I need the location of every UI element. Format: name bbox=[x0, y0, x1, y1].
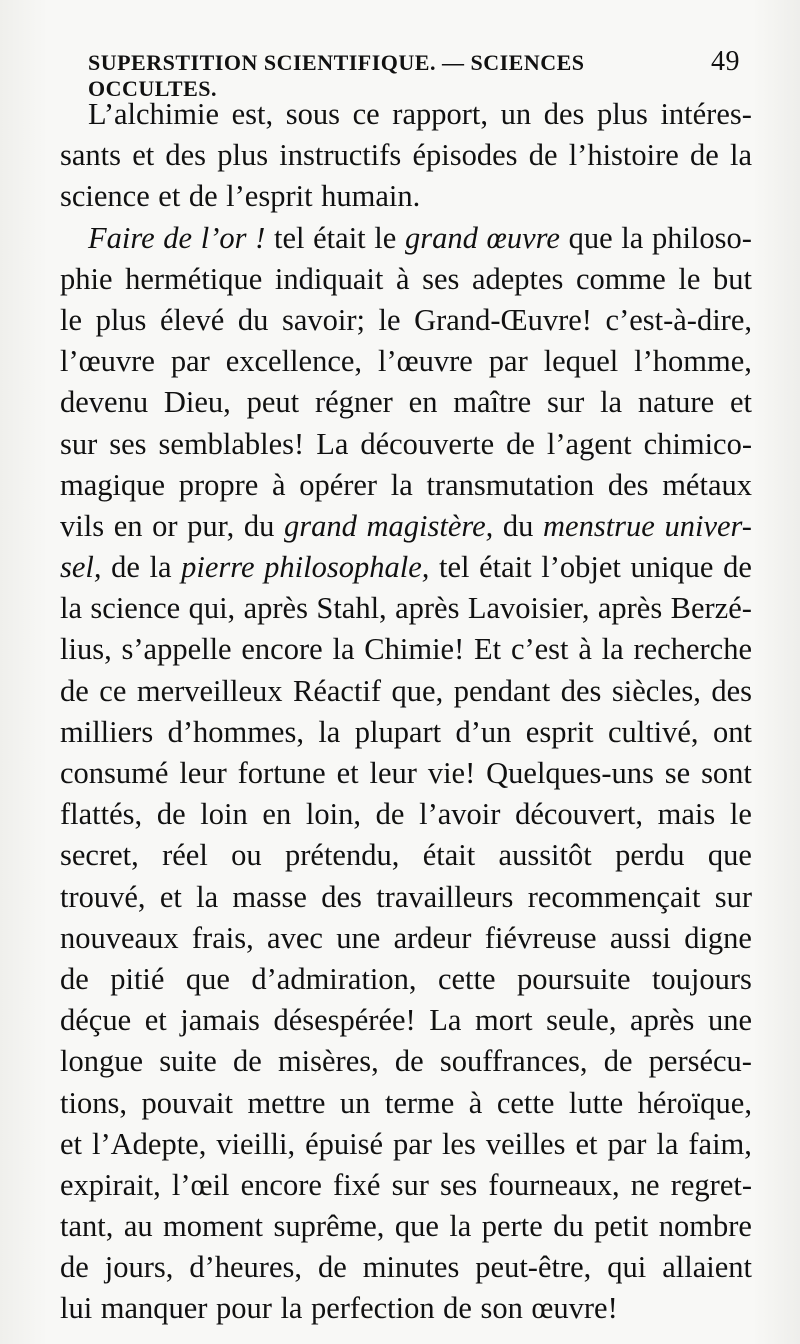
word: des bbox=[165, 138, 207, 173]
word: d’hommes, bbox=[167, 714, 304, 749]
word: la bbox=[149, 550, 172, 585]
word: le bbox=[378, 302, 401, 337]
word: par bbox=[488, 344, 528, 379]
running-title: SUPERSTITION SCIENTIFIQUE. — SCIENCES OCCULTES. bbox=[88, 50, 585, 101]
text-line bbox=[60, 547, 752, 588]
word: encore bbox=[240, 1167, 322, 1202]
word: lius, bbox=[60, 632, 112, 667]
word: de bbox=[317, 1250, 347, 1285]
word: masse bbox=[232, 879, 307, 914]
word: la bbox=[332, 632, 355, 667]
word: but bbox=[713, 261, 752, 296]
word: phie bbox=[60, 261, 113, 296]
word: ses bbox=[440, 1167, 478, 1202]
word: comme bbox=[576, 261, 666, 296]
text-line bbox=[60, 341, 752, 382]
word: plus bbox=[596, 97, 648, 131]
word: en bbox=[262, 797, 292, 832]
word: peut bbox=[246, 385, 300, 420]
word: à bbox=[395, 261, 410, 296]
word: plus bbox=[95, 302, 147, 337]
word: l’œil bbox=[171, 1167, 230, 1202]
word: des bbox=[543, 97, 585, 131]
word: des bbox=[560, 673, 602, 708]
word: ce bbox=[99, 673, 127, 708]
word: après bbox=[630, 1003, 695, 1038]
word: la bbox=[656, 1126, 679, 1161]
word: ont bbox=[712, 714, 752, 749]
word: le bbox=[729, 797, 752, 832]
word: Lavoisier, bbox=[467, 591, 590, 626]
word: et bbox=[158, 179, 181, 214]
text-line bbox=[60, 1000, 752, 1041]
word: ses bbox=[422, 261, 460, 296]
word: sur bbox=[60, 426, 98, 461]
word: semblables! bbox=[158, 426, 305, 461]
word: de bbox=[690, 138, 719, 173]
word: de bbox=[156, 797, 186, 832]
text-line bbox=[60, 1083, 752, 1124]
word: la bbox=[621, 220, 644, 255]
word: par bbox=[170, 344, 210, 379]
word: de bbox=[163, 220, 193, 255]
text-line bbox=[60, 1247, 752, 1288]
text-line bbox=[60, 629, 752, 670]
word: nature bbox=[637, 385, 715, 420]
word: s’appelle bbox=[121, 632, 232, 667]
word: toujours bbox=[651, 961, 752, 996]
word: la bbox=[601, 632, 624, 667]
word: misères, bbox=[277, 1044, 379, 1079]
word: qui, bbox=[188, 591, 236, 626]
word: était bbox=[422, 838, 476, 873]
word: et bbox=[159, 879, 182, 914]
word: par bbox=[607, 1126, 647, 1161]
text-line bbox=[60, 671, 752, 712]
word: par bbox=[393, 1126, 432, 1161]
word: épuisé bbox=[305, 1126, 384, 1161]
word: jamais bbox=[180, 1003, 260, 1038]
word: régner bbox=[314, 385, 393, 420]
word: le bbox=[678, 261, 701, 296]
word: mettre bbox=[247, 1085, 326, 1120]
word: qui bbox=[607, 1250, 647, 1285]
word: l’or bbox=[200, 220, 247, 255]
word: La bbox=[429, 1003, 462, 1038]
word: frais, bbox=[191, 920, 254, 955]
word: flattés, bbox=[60, 797, 143, 832]
word: de bbox=[723, 550, 752, 585]
word: métaux bbox=[662, 467, 752, 502]
word: esprit bbox=[525, 714, 594, 749]
word: terme bbox=[384, 1085, 455, 1120]
text-line bbox=[60, 135, 752, 176]
word: de bbox=[528, 138, 558, 173]
word: grand bbox=[283, 508, 357, 543]
word: découvert, bbox=[515, 797, 643, 832]
word: excellence, bbox=[225, 344, 363, 379]
word: déçue bbox=[60, 1003, 132, 1038]
word: faim, bbox=[688, 1126, 752, 1161]
word: de bbox=[375, 797, 405, 832]
word: et bbox=[144, 1003, 167, 1038]
word: adeptes bbox=[471, 261, 564, 296]
word: humain. bbox=[321, 179, 421, 214]
word: instructifs bbox=[279, 138, 402, 173]
word: mort bbox=[475, 1003, 533, 1038]
word: moment bbox=[163, 1209, 264, 1244]
word: du bbox=[243, 508, 275, 543]
word: longue bbox=[60, 1044, 144, 1079]
word: la bbox=[449, 1209, 472, 1244]
word: Stahl, bbox=[316, 591, 387, 626]
word: expirait, bbox=[60, 1167, 161, 1202]
word: lui bbox=[60, 1291, 93, 1326]
word: sur bbox=[391, 1167, 429, 1202]
word: de bbox=[394, 1044, 424, 1079]
word: après bbox=[395, 591, 460, 626]
body-text bbox=[60, 94, 752, 1330]
word: que bbox=[568, 220, 613, 255]
word: un bbox=[339, 1085, 371, 1120]
word: ce bbox=[352, 97, 380, 131]
word: réel bbox=[162, 838, 208, 873]
word: fourneaux, bbox=[488, 1167, 620, 1202]
word: milliers bbox=[60, 714, 154, 749]
word: suprême, bbox=[273, 1209, 385, 1244]
word: propre bbox=[178, 467, 259, 502]
word: après bbox=[597, 591, 663, 626]
word: au bbox=[123, 1209, 153, 1244]
word: des bbox=[321, 879, 362, 914]
word: une bbox=[707, 1003, 752, 1038]
word: d’un bbox=[455, 714, 512, 749]
word: manquer bbox=[100, 1291, 208, 1326]
word: pouvait bbox=[141, 1085, 233, 1120]
word: intéres- bbox=[660, 97, 752, 131]
word: persécu- bbox=[648, 1044, 752, 1079]
word: Réactif bbox=[293, 673, 382, 708]
word: l’œuvre bbox=[377, 344, 473, 379]
word: épisodes bbox=[412, 138, 518, 173]
text-line bbox=[60, 794, 752, 835]
text-line bbox=[60, 959, 752, 1000]
word: d’heures, bbox=[189, 1250, 302, 1285]
word: aussi bbox=[609, 920, 671, 955]
text-line bbox=[60, 176, 752, 217]
word: loin bbox=[200, 797, 248, 832]
word: pur, bbox=[187, 508, 235, 543]
word: indiquait bbox=[274, 261, 384, 296]
word: ses bbox=[109, 426, 147, 461]
word: et bbox=[336, 756, 359, 790]
word: tel bbox=[273, 220, 305, 255]
word: consumé bbox=[60, 756, 169, 790]
word: plupart bbox=[354, 714, 442, 749]
word: ou bbox=[231, 838, 262, 873]
word: de bbox=[60, 1250, 89, 1285]
word: L’alchimie bbox=[88, 97, 219, 131]
word: son bbox=[480, 1291, 523, 1326]
word: est, bbox=[231, 97, 274, 131]
word: philoso- bbox=[651, 220, 752, 255]
word: de bbox=[506, 426, 535, 461]
word: tant, bbox=[60, 1209, 114, 1244]
word: désespérée! bbox=[273, 1003, 416, 1038]
word: sants bbox=[60, 138, 121, 173]
word: avec bbox=[267, 920, 323, 955]
text-line bbox=[60, 506, 752, 547]
word: des bbox=[711, 673, 752, 708]
word: plus bbox=[217, 138, 269, 173]
word: que bbox=[394, 1209, 439, 1244]
word: savoir; bbox=[281, 302, 365, 337]
word: que bbox=[707, 838, 752, 873]
word: de bbox=[60, 961, 89, 996]
word: Chimie! bbox=[364, 632, 465, 667]
word: l’œuvre bbox=[60, 344, 155, 379]
word: sur bbox=[546, 385, 585, 420]
word: Dieu, bbox=[163, 385, 231, 420]
text-line bbox=[60, 1288, 752, 1329]
text-line bbox=[60, 753, 752, 794]
word: et bbox=[132, 138, 155, 173]
text-line bbox=[60, 712, 752, 753]
word: allaient bbox=[662, 1250, 752, 1285]
word: minutes bbox=[362, 1250, 460, 1285]
word: la bbox=[196, 879, 219, 914]
word: était bbox=[313, 220, 366, 255]
word: sur bbox=[714, 879, 752, 914]
word: de bbox=[188, 179, 218, 214]
word: perfection bbox=[310, 1291, 435, 1326]
word: chimico- bbox=[643, 426, 752, 461]
word: que, bbox=[391, 673, 444, 708]
word: pendant bbox=[453, 673, 551, 708]
word: loin, bbox=[305, 797, 361, 832]
word: de bbox=[232, 1044, 262, 1079]
word: Quelques-uns bbox=[486, 756, 654, 790]
word: nombre bbox=[658, 1209, 752, 1244]
word: était bbox=[479, 550, 532, 585]
word: du bbox=[502, 508, 534, 543]
word: d’admiration, bbox=[251, 961, 417, 996]
word: l’avoir bbox=[419, 797, 501, 832]
word: le bbox=[374, 220, 397, 255]
word: des bbox=[607, 467, 649, 502]
word: transmutation bbox=[426, 467, 595, 502]
word: de bbox=[443, 1291, 472, 1326]
word: recommençait bbox=[527, 879, 701, 914]
word: prétendu, bbox=[285, 838, 400, 873]
word: la bbox=[729, 138, 752, 173]
word: seule, bbox=[546, 1003, 617, 1038]
word: perdu bbox=[615, 838, 685, 873]
word: c’est-à-dire, bbox=[605, 302, 752, 337]
word: en bbox=[408, 385, 438, 420]
word: rapport, bbox=[392, 97, 488, 131]
text-line bbox=[60, 424, 752, 465]
word: science bbox=[60, 179, 150, 214]
word: le bbox=[60, 302, 83, 337]
word: mais bbox=[657, 797, 716, 832]
text-line bbox=[60, 1041, 752, 1082]
word: ne bbox=[630, 1167, 660, 1202]
word: fortune bbox=[237, 756, 326, 790]
word: pour bbox=[215, 1291, 272, 1326]
word: la bbox=[390, 467, 413, 502]
text-line bbox=[60, 835, 752, 876]
text-line bbox=[60, 94, 752, 135]
word: fixé bbox=[333, 1167, 381, 1202]
word: opérer bbox=[299, 467, 378, 502]
word: grand bbox=[404, 220, 478, 255]
word: l’histoire bbox=[568, 138, 679, 173]
word: vie! bbox=[427, 756, 476, 790]
word: recherche bbox=[633, 632, 752, 667]
text-line bbox=[60, 1165, 752, 1206]
word: sous bbox=[285, 97, 340, 131]
word: à bbox=[271, 467, 286, 502]
word: leur bbox=[179, 756, 227, 790]
word: travailleurs bbox=[376, 879, 514, 914]
word: de bbox=[603, 1044, 633, 1079]
word: univer- bbox=[664, 508, 752, 543]
word: en bbox=[113, 508, 143, 543]
word: maître bbox=[453, 385, 532, 420]
word: les bbox=[441, 1126, 476, 1161]
text-line bbox=[60, 218, 752, 259]
word: poursuite bbox=[516, 961, 631, 996]
text-line bbox=[60, 588, 752, 629]
word: une bbox=[336, 920, 381, 955]
word: magique bbox=[60, 467, 166, 502]
running-head bbox=[88, 46, 740, 101]
word: œuvre! bbox=[531, 1291, 618, 1326]
word: digne bbox=[684, 920, 752, 955]
word: l’objet bbox=[541, 550, 621, 585]
word: l’homme, bbox=[634, 344, 752, 379]
word: jours, bbox=[104, 1250, 174, 1285]
word: devenu bbox=[60, 385, 149, 420]
word: Faire bbox=[88, 220, 155, 255]
word: nouveaux bbox=[60, 920, 179, 955]
word: se bbox=[664, 756, 691, 790]
word: la bbox=[60, 591, 83, 626]
word: tions, bbox=[60, 1085, 127, 1120]
word: fiévreuse bbox=[484, 920, 597, 955]
word: du bbox=[553, 1209, 584, 1244]
word: sont bbox=[701, 756, 752, 790]
word: du bbox=[237, 302, 269, 337]
word: petit bbox=[594, 1209, 649, 1244]
word: souffrances, bbox=[439, 1044, 588, 1079]
word: Berzé- bbox=[670, 591, 752, 626]
word: héroïque, bbox=[637, 1085, 752, 1120]
word: magistère, bbox=[366, 508, 494, 543]
word: pitié bbox=[110, 961, 165, 996]
word: que bbox=[185, 961, 230, 996]
page-number: 49 bbox=[711, 46, 740, 77]
text-line bbox=[60, 465, 752, 506]
word: perte bbox=[481, 1209, 543, 1244]
word: veilles bbox=[485, 1126, 566, 1161]
word: lutte bbox=[568, 1085, 624, 1120]
word: cette bbox=[437, 961, 496, 996]
word: c’est bbox=[510, 632, 569, 667]
word: lequel bbox=[543, 344, 619, 379]
word: la bbox=[600, 385, 623, 420]
word: à bbox=[578, 632, 592, 667]
word: de bbox=[60, 673, 89, 708]
text-line bbox=[60, 1206, 752, 1247]
word: élevé bbox=[159, 302, 225, 337]
word: hermétique bbox=[125, 261, 263, 296]
word: Et bbox=[474, 632, 502, 667]
word: cette bbox=[496, 1085, 555, 1120]
word: vieilli, bbox=[216, 1126, 296, 1161]
word: aussitôt bbox=[498, 838, 592, 873]
text-line bbox=[60, 382, 752, 423]
word: Grand-Œuvre! bbox=[414, 302, 592, 337]
word: l’agent bbox=[546, 426, 632, 461]
word: la bbox=[318, 714, 341, 749]
word: et bbox=[60, 1126, 83, 1161]
word: sel, bbox=[60, 550, 102, 585]
word: un bbox=[500, 97, 532, 131]
text-line bbox=[60, 918, 752, 959]
word: siècles, bbox=[611, 673, 701, 708]
text-line bbox=[60, 300, 752, 341]
word: l’esprit bbox=[226, 179, 313, 214]
word: philosophale, bbox=[264, 550, 430, 585]
word: vils bbox=[60, 508, 105, 543]
word: découverte bbox=[360, 426, 495, 461]
word: et bbox=[575, 1126, 598, 1161]
word: leur bbox=[369, 756, 417, 790]
word: et bbox=[729, 385, 752, 420]
word: l’Adepte, bbox=[92, 1126, 207, 1161]
word: secret, bbox=[60, 838, 139, 873]
word: or bbox=[152, 508, 178, 543]
word: menstrue bbox=[543, 508, 655, 543]
word: peut-être, bbox=[475, 1250, 592, 1285]
word: encore bbox=[241, 632, 323, 667]
text-line bbox=[60, 877, 752, 918]
word: science bbox=[90, 591, 181, 626]
word: merveilleux bbox=[136, 673, 283, 708]
word: unique bbox=[630, 550, 714, 585]
word: suite bbox=[159, 1044, 217, 1079]
word: cultivé, bbox=[607, 714, 699, 749]
text-line bbox=[60, 1124, 752, 1165]
word: La bbox=[316, 426, 349, 461]
word: à bbox=[468, 1085, 483, 1120]
word: regret- bbox=[670, 1167, 752, 1202]
word: de bbox=[111, 550, 140, 585]
word: après bbox=[243, 591, 308, 626]
word: trouvé, bbox=[60, 879, 146, 914]
word: ! bbox=[255, 220, 266, 255]
word: la bbox=[280, 1291, 303, 1326]
word: œuvre bbox=[486, 220, 560, 255]
text-line bbox=[60, 259, 752, 300]
word: tel bbox=[439, 550, 470, 585]
word: ardeur bbox=[393, 920, 472, 955]
word: pierre bbox=[181, 550, 255, 585]
